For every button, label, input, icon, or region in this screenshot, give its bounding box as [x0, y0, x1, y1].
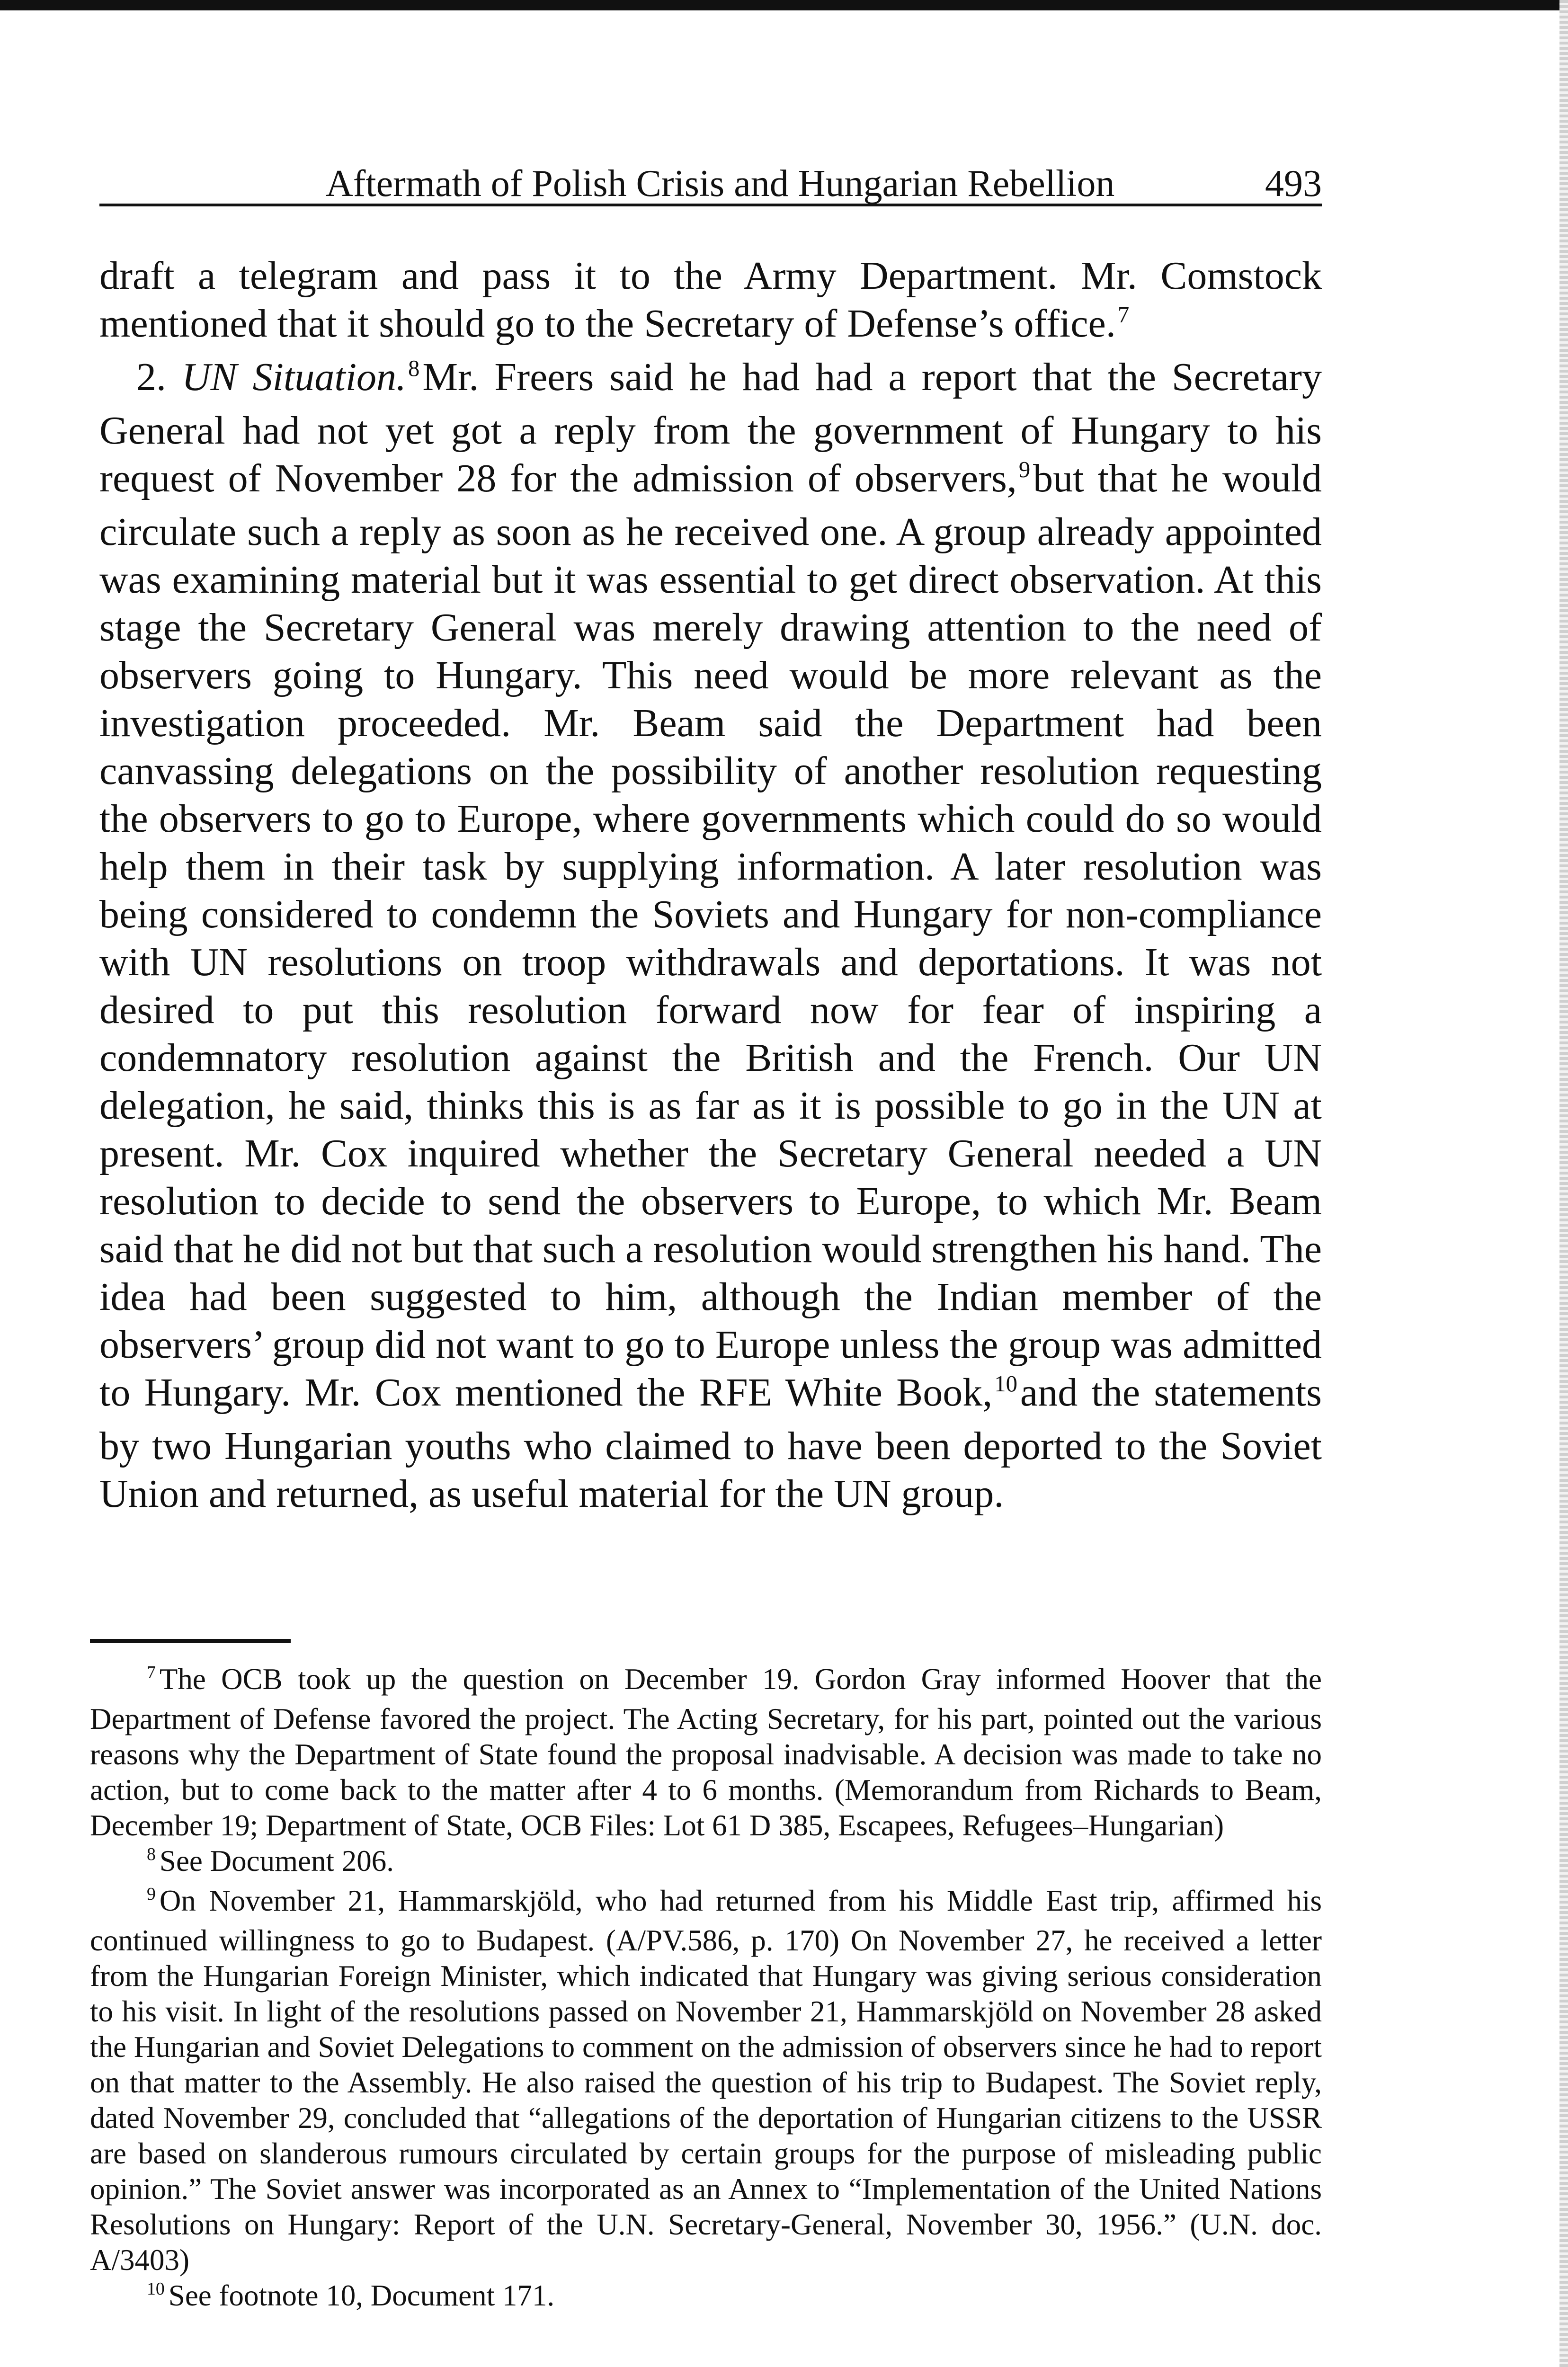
- paragraph-2: [99, 353, 1322, 1518]
- footnote-ref-10: 10: [994, 1370, 1017, 1397]
- footnotes: [90, 1662, 1322, 2318]
- footnote-ref-9: 9: [1018, 456, 1031, 482]
- footnote-text: The OCB took up the question on December 19. Gordon Gray informed Hoover that the Department of Defense favored the project. The Acting Secretary, for his part, pointed out the various reasons why the Department of State found the proposal inadvisable. A decision was made to take no action, but to come back to the matter after 4 to 6 months. (Memorandum from Richards to Beam, December 19; Department of State, OCB Files: Lot 61 D 385, Escapees, Refugees–Hungarian): [90, 1663, 1322, 1842]
- scan-top-border: [0, 0, 1568, 10]
- footnote-separator: [90, 1639, 291, 1643]
- footnote-number: 7: [147, 1663, 156, 1683]
- section-number: 2.: [136, 355, 166, 399]
- paragraph-1: [99, 252, 1322, 353]
- footnote-number: 9: [147, 1884, 156, 1904]
- footnote-number: 10: [147, 2279, 165, 2299]
- footnote-8: [90, 1843, 1322, 1883]
- paragraph-2-text-a: Mr. Freers said he had had a report that the Secretary General had not yet got a reply from the government of Hungary to his request of November 28 for the admission of observers,: [99, 355, 1322, 500]
- running-title: Aftermath of Polish Crisis and Hungarian Rebellion: [326, 163, 1115, 205]
- running-header: [99, 152, 1322, 206]
- paragraph-1-text: draft a telegram and pass it to the Army Department. Mr. Comstock mentioned that it should go to the Secretary of Defense’s office.: [99, 254, 1322, 346]
- main-text: [99, 252, 1322, 1518]
- paragraph-2-text-b: but that he would circulate such a reply as soon as he received one. A group already appointed was examining material but it was essential to get direct observation. At this stage the Secretary General was merely drawing attention to the need of observers going to Hungary. This need would be more relevant as the investigation proceeded. Mr. Beam said the Department had been canvassing delegations on the possibility of another resolution requesting the observers to go to Europe, where governments which could do so would help them in their task by supplying information. A later resolution was being considered to condemn the Soviets and Hungary for non-compliance with UN resolutions on troop withdrawals and deportations. It was not desired to put this resolution forward now for fear of inspiring a condemnatory resolution against the British and the French. Our UN delegation, he said, thinks this is as far as it is possible to go in the UN at present. Mr. Cox inquired whether the Secretary General needed a UN resolution to decide to send the observers to Europe, to which Mr. Beam said that he did not but that such a resolution would strengthen his hand. The idea had been suggested to him, although the Indian member of the observers’ group did not want to go to Europe unless the group was admitted to Hungary. Mr. Cox mentioned the RFE White Book,: [99, 456, 1322, 1415]
- page-number: 493: [1265, 163, 1322, 205]
- footnote-number: 8: [147, 1844, 156, 1865]
- footnote-9: [90, 1883, 1322, 2278]
- footnote-ref-7: 7: [1117, 302, 1130, 328]
- footnote-ref-8: 8: [408, 355, 420, 381]
- footnote-text: On November 21, Hammarskjöld, who had returned from his Middle East trip, affirmed his continued willingness to go to Budapest. (A/PV.586, p. 170) On November 27, he received a letter from the Hungarian Foreign Minister, which indicated that Hungary was giving serious consideration to his visit. In light of the resolutions passed on November 21, Hammarskjöld on November 28 asked the Hungarian and Soviet Delegations to comment on the admission of observers since he had to report on that matter to the Assembly. He also raised the question of his trip to Budapest. The Soviet reply, dated November 29, concluded that “allegations of the deportation of Hungarian citizens to the USSR are based on slanderous rumours circulated by certain groups for the purpose of misleading public opinion.” The Soviet answer was incorporated as an Annex to “Implementation of the United Nations Resolutions on Hungary: Report of the U.N. Secretary-General, November 30, 1956.” (U.N. doc. A/3403): [90, 1884, 1322, 2277]
- scan-page-edge: [1559, 0, 1568, 2367]
- footnote-10: [90, 2278, 1322, 2318]
- footnote-text: See footnote 10, Document 171.: [168, 2279, 555, 2312]
- paragraph-2-text-c: and the statements by two Hungarian youths who claimed to have been deported to the Soviet Union and returned, as useful material for the UN group.: [99, 1370, 1322, 1516]
- section-heading: UN Situation.: [182, 355, 407, 399]
- footnote-text: See Document 206.: [159, 1844, 394, 1878]
- footnote-7: [90, 1662, 1322, 1843]
